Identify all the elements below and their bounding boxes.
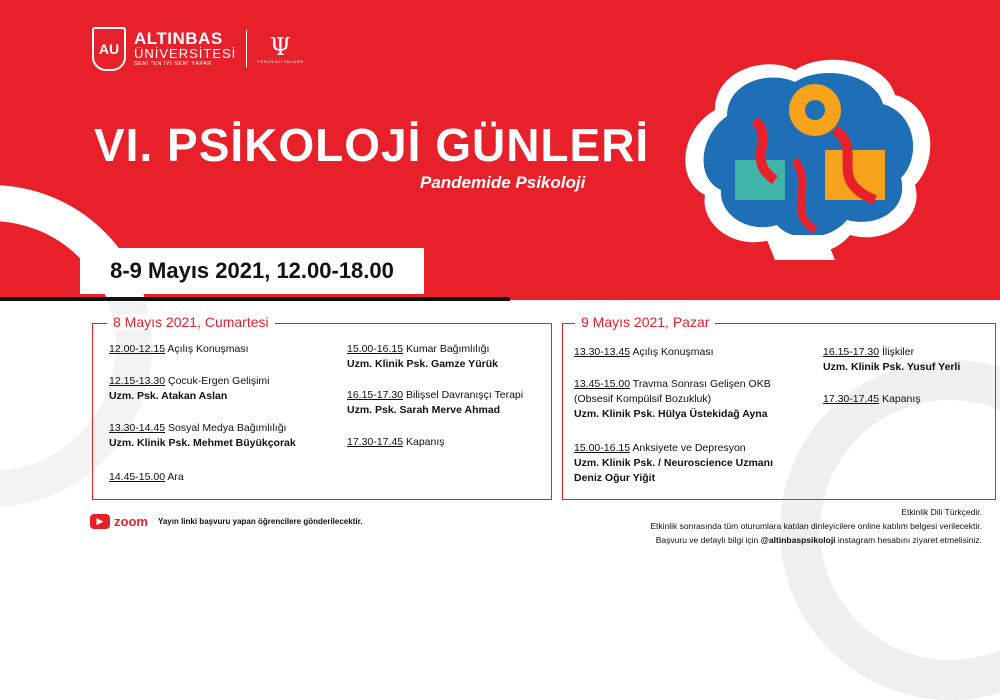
university-logo xyxy=(92,24,303,74)
event-subtitle: Pandemide Psikoloji xyxy=(420,173,586,192)
session-time: 12.00-12.15 xyxy=(109,343,166,355)
schedule-day-1 xyxy=(92,314,552,500)
instagram-handle[interactable]: @altinbaspsikoloji xyxy=(760,535,836,545)
session-item xyxy=(109,342,249,357)
session-speaker-name: Deniz Oğur Yiğit xyxy=(574,472,656,484)
session-topic: Bilişsel Davranışçı Terapi xyxy=(405,389,524,401)
session-time: 17.30-17.45 xyxy=(823,393,880,405)
session-time: 15.00-16.15 xyxy=(574,442,631,454)
video-camera-icon: ▶ xyxy=(90,514,110,529)
session-speaker: Uzm. Klinik Psk. Hülya Üstekidağ Ayna xyxy=(574,408,768,420)
session-speaker: Uzm. Psk. Atakan Aslan xyxy=(109,390,228,402)
logo-divider xyxy=(246,30,247,68)
session-time: 12.15-13.30 xyxy=(109,375,166,387)
session-speaker: Uzm. Psk. Sarah Merve Ahmad xyxy=(347,404,501,416)
session-topic: Kumar Bağımlılığı xyxy=(405,343,490,355)
psi-icon: Ψ xyxy=(269,32,291,61)
day-2-title: 9 Mayıs 2021, Pazar xyxy=(575,314,715,330)
session-topic: Açılış Konuşması xyxy=(632,346,714,358)
session-speaker: Uzm. Klinik Psk. Mehmet Büyükçorak xyxy=(109,437,296,449)
schedule-day-2 xyxy=(562,314,996,500)
divider-line xyxy=(0,297,510,301)
session-time: 13.30-14.45 xyxy=(109,422,166,434)
note-contact xyxy=(650,533,982,547)
session-item xyxy=(347,435,445,450)
note-contact-post: instagram hesabını ziyaret etmelisiniz. xyxy=(835,535,982,545)
session-item xyxy=(347,388,523,418)
session-topic: Kapanış xyxy=(405,436,445,448)
session-time: 15.00-16.15 xyxy=(347,343,404,355)
session-speaker: Uzm. Klinik Psk. Yusuf Yerli xyxy=(823,361,961,373)
session-item xyxy=(574,377,771,422)
brain-illustration-icon xyxy=(675,50,940,265)
session-time: 13.45-15.00 xyxy=(574,378,631,390)
club-name: PSİKOLOJİ KULÜBÜ xyxy=(257,58,304,64)
note-contact-pre: Başvuru ve detaylı bilgi için xyxy=(655,535,761,545)
event-title: VI. PSİKOLOJİ GÜNLERİ xyxy=(94,119,650,171)
session-item xyxy=(109,470,184,485)
session-item xyxy=(823,392,921,407)
zoom-note: Yayın linki başvuru yapan öğrencilere gönderilecektir. xyxy=(157,517,363,526)
session-time: 13.30-13.45 xyxy=(574,346,631,358)
session-topic: Çocuk-Ergen Gelişimi xyxy=(167,375,270,387)
session-item xyxy=(574,345,714,360)
shield-icon: AU xyxy=(92,27,126,71)
zoom-logo-text: zoom xyxy=(114,514,148,529)
date-box: 8-9 Mayıs 2021, 12.00-18.00 xyxy=(80,248,424,294)
session-topic: Ara xyxy=(167,471,184,483)
session-time: 16.15-17.30 xyxy=(347,389,404,401)
session-speaker: Uzm. Klinik Psk. / Neuroscience Uzmanı xyxy=(574,457,773,469)
session-item xyxy=(109,374,270,404)
session-topic: İlişkiler xyxy=(881,346,915,358)
note-language: Etkinlik Dili Türkçedir. xyxy=(901,507,982,517)
club-logo xyxy=(257,32,304,64)
note-certificate: Etkinlik sonrasında tüm oturumlara katılan dinleyicilere online katılım belgesi verilecektir. xyxy=(650,521,982,531)
zoom-info xyxy=(90,514,362,529)
logo-sub: ÜNİVERSİTESİ xyxy=(134,46,237,62)
session-topic: Travma Sonrası Gelişen OKB xyxy=(632,378,771,390)
logo-tagline: SENİ "EN İYİ SEN" YAPAR xyxy=(134,61,212,68)
header-banner xyxy=(0,0,1000,300)
session-item xyxy=(823,345,960,375)
footer-notes xyxy=(650,505,982,547)
logo-name: ALTINBAS xyxy=(134,29,223,49)
logo-wordmark xyxy=(134,30,236,68)
session-item xyxy=(574,441,773,486)
day-1-title: 8 Mayıs 2021, Cumartesi xyxy=(107,314,275,330)
session-topic: Açılış Konuşması xyxy=(167,343,249,355)
session-topic: Kapanış xyxy=(881,393,921,405)
session-topic: Anksiyete ve Depresyon xyxy=(632,442,746,454)
session-item xyxy=(109,421,296,451)
session-speaker: Uzm. Klinik Psk. Gamze Yürük xyxy=(347,358,498,370)
session-topic-detail: (Obsesif Kompülsif Bozukluk) xyxy=(574,393,712,405)
session-time: 17.30-17.45 xyxy=(347,436,404,448)
session-item xyxy=(347,342,498,372)
session-time: 14.45-15.00 xyxy=(109,471,166,483)
session-time: 16.15-17.30 xyxy=(823,346,880,358)
session-topic: Sosyal Medya Bağımlılığı xyxy=(167,422,287,434)
